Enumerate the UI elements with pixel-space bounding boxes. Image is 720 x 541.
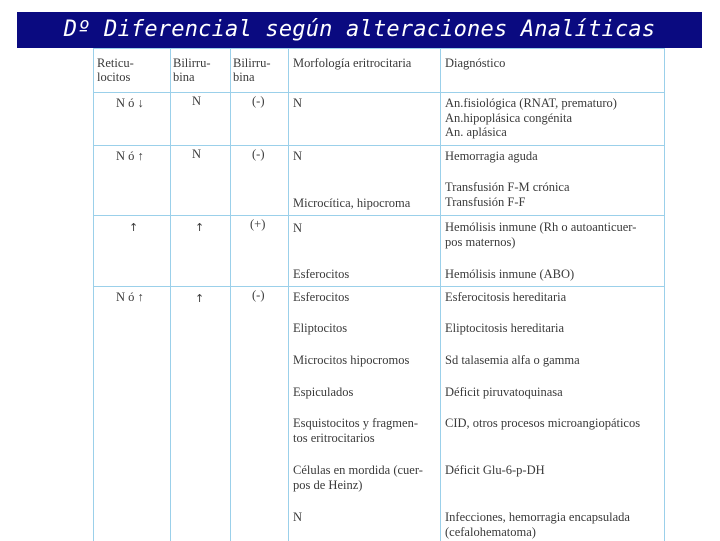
header-reticulocitos: Reticu- locitos: [97, 56, 134, 84]
column-divider: [230, 49, 231, 541]
cell-diagnostico: Hemorragia aguda: [445, 149, 538, 163]
cell-morfologia: Esferocitos: [293, 267, 350, 281]
cell-diagnostico: Sd talasemia alfa o gamma: [445, 353, 580, 367]
row-divider: [94, 92, 664, 93]
column-divider: [170, 49, 171, 541]
cell-morfologia: N: [293, 96, 303, 110]
cell-reticulocitos: N ó ↑: [116, 149, 144, 163]
cell-diagnostico: Hemólisis inmune (ABO): [445, 267, 575, 281]
cell-morfologia: Esferocitos: [293, 290, 350, 304]
header-bilirrubina-1: Bilirru- bina: [173, 56, 211, 84]
cell-diagnostico: An.fisiológica (RNAT, prematuro) An.hipoplásica congénita An. aplásica: [445, 96, 617, 139]
cell-bilirrubina-2: (-): [252, 94, 265, 108]
cell-morfologia: Espiculados: [293, 385, 354, 399]
row-divider: [94, 286, 664, 287]
column-divider: [288, 49, 289, 541]
row-divider: [94, 215, 664, 216]
cell-diagnostico: Transfusión F-M crónica Transfusión F-F: [445, 180, 570, 209]
cell-reticulocitos: N ó ↓: [116, 96, 144, 110]
cell-diagnostico: CID, otros procesos microangiopáticos: [445, 416, 641, 430]
column-divider: [440, 49, 441, 541]
cell-diagnostico: Infecciones, hemorragia encapsulada (cefalohematoma): [445, 510, 630, 539]
slide-title-text: Dº Diferencial según alteraciones Analíticas: [63, 17, 656, 42]
cell-diagnostico: Hemólisis inmune (Rh o autoanticuer- pos maternos): [445, 220, 637, 249]
header-diagnostico: Diagnóstico: [445, 56, 506, 70]
cell-morfologia: N: [293, 510, 303, 524]
cell-morfologia: Células en mordida (cuer- pos de Heinz): [293, 463, 423, 492]
cell-bilirrubina-1: ↑: [195, 221, 205, 234]
slide-title: [17, 12, 702, 48]
cell-morfologia: N: [293, 221, 303, 235]
cell-diagnostico: Eliptocitosis hereditaria: [445, 321, 565, 335]
header-bilirrubina-2: Bilirru- bina: [233, 56, 271, 84]
cell-morfologia: Esquistocitos y fragmen- tos eritrocitarios: [293, 416, 418, 445]
row-divider: [94, 145, 664, 146]
cell-diagnostico: Déficit piruvatoquinasa: [445, 385, 563, 399]
header-morfologia: Morfología eritrocitaria: [293, 56, 412, 70]
cell-morfologia: Microcítica, hipocroma: [293, 196, 411, 210]
cell-bilirrubina-1: N: [192, 147, 202, 161]
cell-morfologia: Eliptocitos: [293, 321, 348, 335]
cell-bilirrubina-2: (-): [252, 147, 265, 161]
cell-bilirrubina-2: (-): [252, 288, 265, 302]
cell-bilirrubina-1: N: [192, 94, 202, 108]
cell-diagnostico: Déficit Glu-6-p-DH: [445, 463, 545, 477]
cell-morfologia: N: [293, 149, 303, 163]
cell-bilirrubina-1: ↑: [195, 292, 205, 305]
cell-reticulocitos: ↑: [129, 221, 139, 234]
cell-morfologia: Microcitos hipocromos: [293, 353, 410, 367]
cell-reticulocitos: N ó ↑: [116, 290, 144, 304]
differential-table: [93, 48, 665, 541]
cell-bilirrubina-2: (+): [250, 217, 266, 231]
cell-diagnostico: Esferocitosis hereditaria: [445, 290, 567, 304]
